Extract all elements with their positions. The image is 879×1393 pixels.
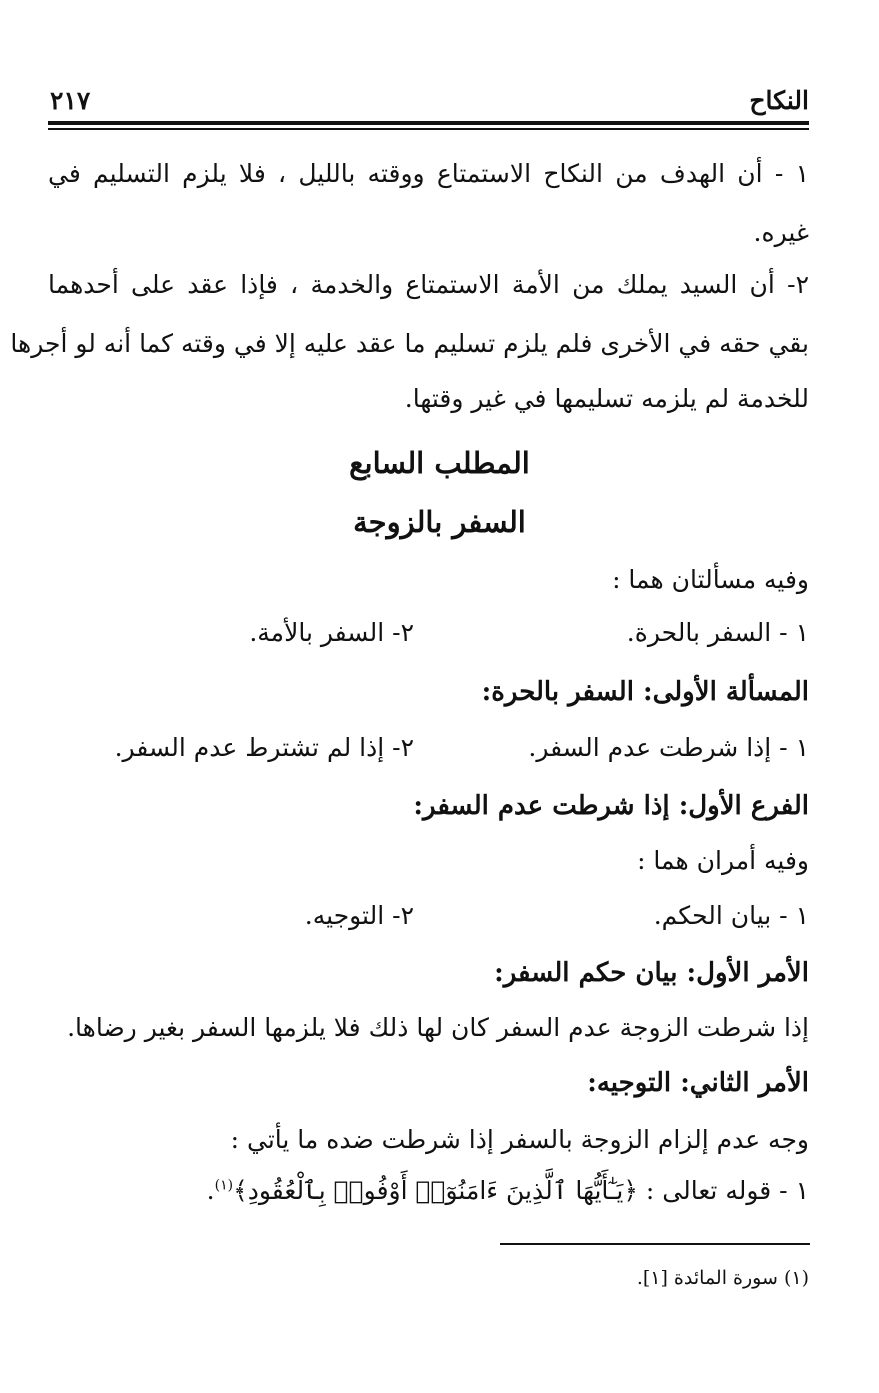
footnote-text: (١) سورة المائدة [١].: [636, 1267, 809, 1289]
footnote-rule: [500, 1243, 810, 1245]
page-number: ٢١٧: [50, 86, 91, 115]
paragraph-2-line-3: للخدمة لم يلزمه تسليمها في غير وقتها.: [404, 384, 809, 413]
branch-1-intro: وفيه أمران هما :: [637, 846, 809, 875]
issue-1-heading: المسألة الأولى: السفر بالحرة:: [481, 677, 809, 707]
branch-1-item-1: ١ - بيان الحكم.: [653, 901, 809, 930]
paragraph-1-line-2: غيره.: [753, 218, 809, 247]
paragraph-1-line-1: ١ - أن الهدف من النكاح الاستمتاع ووقته بالليل ، فلا يلزم التسليم في: [48, 159, 809, 188]
sentence-end: .: [206, 1176, 215, 1205]
matter-1-text: إذا شرطت الزوجة عدم السفر كان لها ذلك فلا يلزمها السفر بغير رضاها.: [67, 1013, 809, 1042]
issue-1-item-1: ١ - إذا شرطت عدم السفر.: [528, 733, 809, 762]
branch-1-heading: الفرع الأول: إذا شرطت عدم السفر:: [413, 791, 809, 821]
issue-list-item-1: ١ - السفر بالحرة.: [626, 618, 809, 647]
header-rule-thin: [48, 128, 809, 130]
header-rule-thick: [48, 121, 809, 125]
matter-1-heading: الأمر الأول: بيان حكم السفر:: [494, 958, 809, 988]
issue-list-item-2: ٢- السفر بالأمة.: [249, 618, 414, 647]
issue-1-item-2: ٢- إذا لم تشترط عدم السفر.: [114, 733, 414, 762]
running-header-title: النكاح: [749, 86, 809, 115]
section-title: المطلب السابع: [349, 446, 530, 480]
matter-2-heading: الأمر الثاني: التوجيه:: [587, 1068, 809, 1098]
quran-verse: ١ - قوله تعالى : ﴿يَـٰٓأَيُّهَا ٱلَّذِينَ ءَامَنُوٓا۟ أَوْفُوا۟ بِٱلْعُقُودِ﴾: [233, 1176, 809, 1205]
matter-2-intro: وجه عدم إلزام الزوجة بالسفر إذا شرطت ضده ما يأتي :: [230, 1125, 809, 1154]
issues-intro: وفيه مسألتان هما :: [612, 565, 809, 594]
matter-2-item-1: [207, 1176, 809, 1205]
branch-1-item-2: ٢- التوجيه.: [304, 901, 414, 930]
paragraph-2-line-2: بقي حقه في الأخرى فلم يلزم تسليم ما عقد عليه إلا في وقته كما أنه لو أجرها: [10, 329, 809, 358]
section-subtitle: السفر بالزوجة: [353, 505, 526, 539]
footnote-reference[interactable]: (١): [214, 1177, 234, 1194]
paragraph-2-line-1: ٢- أن السيد يملك من الأمة الاستمتاع والخدمة ، فإذا عقد على أحدهما: [48, 270, 809, 299]
